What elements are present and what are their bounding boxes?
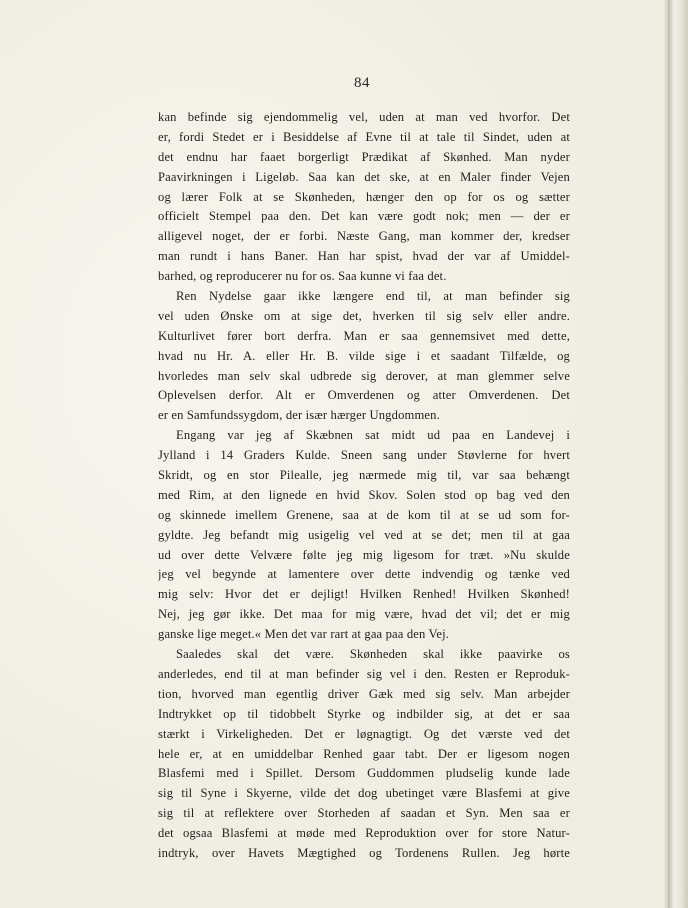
text-line-content: Kulturlivet fører bort derfra. Man er saa gennemsivet med dette, [158,328,570,343]
text-line-content: det endnu har faaet borgerligt Prædikat af Skønhed. Man nyder [158,149,570,164]
text-line-content: det ogsaa Blasfemi at møde med Reproduktion over for store Natur- [158,826,570,841]
text-line-content: sig til Syne i Skyerne, vilde det dog ubetinget være Blasfemi at give [158,786,570,801]
text-line [158,685,570,705]
text-line [158,784,570,804]
text-line [158,287,570,307]
page-number: 84 [354,75,370,91]
text-line [158,804,570,824]
text-line [158,128,570,148]
text-line-content: officielt Stempel paa den. Det kan være godt nok; men — der er [158,209,570,224]
text-line-content: indtryk, over Havets Mægtighed og Tordenens Rullen. Jeg hørte [158,845,570,860]
text-line-content: vel uden Ønske om at sige det, hverken til sig selv eller andre. [158,308,570,323]
text-line [158,526,570,546]
text-line [158,168,570,188]
text-line [158,585,570,605]
text-line-content: man rundt i hans Baner. Han har spist, hvad der var af Umiddel- [158,249,570,264]
text-line-content: er en Samfundssygdom, der især hærger Ungdommen. [158,408,440,423]
text-line [158,108,570,128]
text-line-content: Engang var jeg af Skæbnen sat midt ud paa en Landevej i [176,428,570,443]
text-line-content: Skridt, og en stor Pilealle, jeg nærmede mig til, var saa behængt [158,468,570,483]
text-line-content: med Rim, at den lignede en hvid Skov. Solen stod op bag ved den [158,487,570,502]
text-line-content: hvad nu Hr. A. eller Hr. B. vilde sige i et saadant Tilfælde, og [158,348,570,363]
text-line-content: gyldte. Jeg befandt mig usigelig vel ved at se det; men til at gaa [158,527,570,542]
text-line-content: Paavirkningen i Ligeløb. Saa kan det ske, at en Maler finder Vejen [158,169,570,184]
text-line-content: mig selv: Hvor det er dejligt! Hvilken Renhed! Hvilken Skønhed! [158,587,570,602]
text-line [158,347,570,367]
text-line-content: Jylland i 14 Graders Kulde. Sneen sang under Støvlerne for hvert [158,448,570,463]
text-line-content: og skinnede imellem Grenene, saa at de kom til at se ud som for- [158,507,570,522]
text-line-content: ud over dette Velvære følte jeg mig ligesom for træt. »Nu skulde [158,547,570,562]
text-line-content: og lærer Folk at se Skønheden, hænger den op for os og sætter [158,189,570,204]
text-line [158,446,570,466]
text-line-content: alligevel noget, der er forbi. Næste Gang, man kommer der, kredser [158,229,570,244]
text-line-content: tion, hvorved man egentlig driver Gæk med sig selv. Man arbejder [158,686,570,701]
text-line [158,386,570,406]
text-line-content: kan befinde sig ejendommelig vel, uden at man ved hvorfor. Det [158,110,570,124]
text-line [158,764,570,784]
text-line [158,506,570,526]
text-line [158,665,570,685]
text-line-content: Saaledes skal det være. Skønheden skal ikke paavirke os [176,647,570,662]
text-line-content: anderledes, end til at man befinder sig vel i den. Resten er Reproduk- [158,666,570,681]
text-line [158,625,570,645]
text-line-content: jeg vel begynde at lamentere over dette indvendig og tænke ved [158,567,570,582]
text-line [158,645,570,665]
text-line-content: Ren Nydelse gaar ikke længere end til, at man befinder sig [176,289,570,304]
text-line [158,844,570,864]
text-line-content: er, fordi Stedet er i Besiddelse af Evne til at tale til Sindet, uden at [158,129,570,144]
text-line [158,148,570,168]
page-edge [668,0,688,908]
text-line [158,207,570,227]
text-line [158,406,570,426]
text-line [158,247,570,267]
text-line-content: Oplevelsen derfor. Alt er Omverdenen og atter Omverdenen. Det [158,388,570,403]
text-line [158,227,570,247]
text-line-content: stærkt i Virkeligheden. Det er løgnagtigt. Og det værste ved det [158,726,570,741]
text-line-content: hele er, at en umiddelbar Renhed gaar tabt. Der er ligesom nogen [158,746,570,761]
text-line [158,188,570,208]
text-line [158,367,570,387]
text-line [158,267,570,287]
text-line-content: ganske lige meget.« Men det var rart at gaa paa den Vej. [158,627,450,642]
text-line-content: Indtrykket op til tidobbelt Styrke og indbilder sig, at det er saa [158,706,570,721]
text-line [158,725,570,745]
text-line [158,824,570,844]
text-line-content: Blasfemi med i Spillet. Dersom Guddommen pludselig kunde lade [158,766,570,781]
text-line [158,745,570,765]
body-text [158,108,570,864]
text-line [158,486,570,506]
text-line-content: barhed, og reproducerer nu for os. Saa kunne vi faa det. [158,269,447,284]
text-line-content: sig til at reflektere over Storheden af saadan et Syn. Men saa er [158,806,570,821]
text-line-content: Nej, jeg gør ikke. Det maa for mig være, hvad det vil; det er mig [158,607,570,622]
text-line [158,327,570,347]
text-line [158,565,570,585]
text-line [158,307,570,327]
text-line [158,546,570,566]
text-line-content: hvorledes man selv skal udbrede sig derover, at man glemmer selve [158,368,570,383]
text-line [158,426,570,446]
text-line [158,705,570,725]
text-line [158,466,570,486]
text-line [158,605,570,625]
